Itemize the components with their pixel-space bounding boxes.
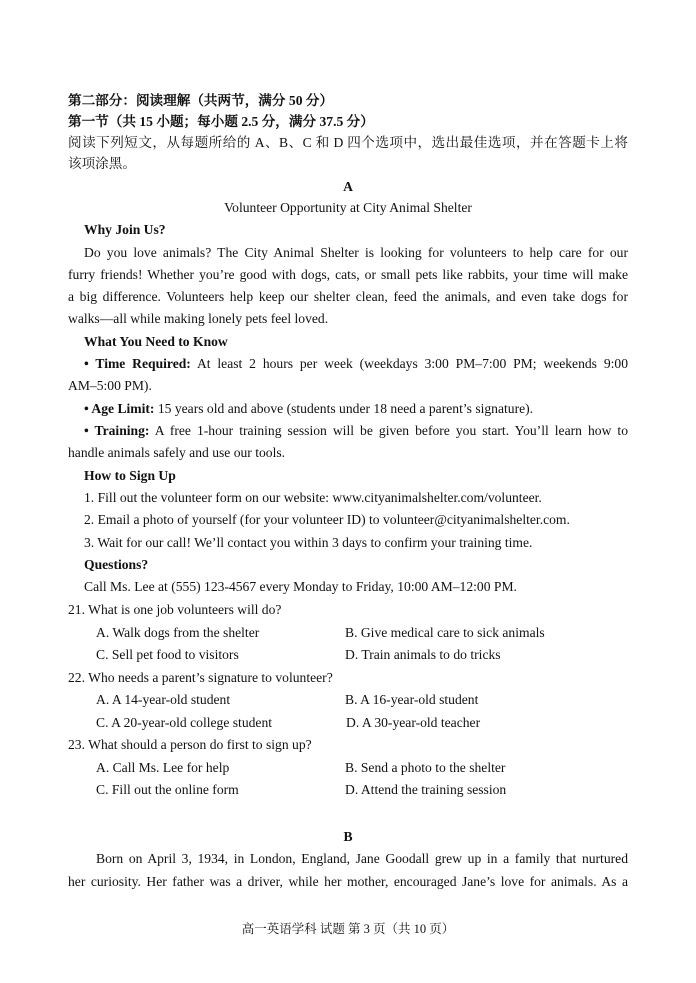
question-21-option-c[interactable]: C. Sell pet food to visitors — [96, 647, 239, 662]
training-line-2: handle animals safely and use our tools. — [68, 445, 286, 460]
question-21-options-row-1 — [96, 624, 628, 642]
why-line-3: a big difference. Volunteers help keep our shelter clean, feed the animals, and even take dogs for — [68, 289, 628, 304]
time-required-text: At least 2 hours per week (weekdays 3:00 PM–7:00 PM; weekends 9:00 — [190, 356, 628, 371]
training-line — [84, 422, 628, 440]
question-22-stem: 22. Who needs a parent’s signature to volunteer? — [68, 670, 333, 685]
passage-a-title: Volunteer Opportunity at City Animal Shelter — [224, 200, 472, 215]
time-required-line — [84, 355, 628, 373]
passage-b-line-2: her curiosity. Her father was a driver, while her mother, encouraged Jane’s love for animals. As a — [68, 874, 628, 889]
question-21-option-a[interactable]: A. Walk dogs from the shelter — [96, 625, 260, 640]
signup-step-3: 3. Wait for our call! We’ll contact you within 3 days to confirm your training time. — [84, 535, 533, 550]
passage-b-letter: B — [343, 829, 353, 844]
why-line-1: Do you love animals? The City Animal Shelter is looking for volunteers to help care for our — [84, 245, 628, 260]
question-23-option-b[interactable]: B. Send a photo to the shelter — [345, 760, 506, 775]
know-heading: What You Need to Know — [84, 334, 228, 349]
signup-heading: How to Sign Up — [84, 468, 176, 483]
age-limit-text: 15 years old and above (students under 18 need a parent’s signature). — [154, 401, 534, 416]
question-23-option-c[interactable]: C. Fill out the online form — [96, 782, 239, 797]
instructions-line-2: 该项涂黑。 — [68, 156, 136, 171]
training-label: • Training: — [84, 423, 150, 438]
why-line-4: walks—all while making lonely pets feel loved. — [68, 311, 329, 326]
question-23-option-d[interactable]: D. Attend the training session — [345, 782, 507, 797]
section-title: 第一节（共 15 小题；每小题 2.5 分，满分 37.5 分） — [68, 114, 374, 129]
question-21-stem: 21. What is one job volunteers will do? — [68, 602, 282, 617]
signup-step-1: 1. Fill out the volunteer form on our website: www.cityanimalshelter.com/volunteer. — [84, 490, 542, 505]
question-22-option-c[interactable]: C. A 20-year-old college student — [96, 715, 273, 730]
age-limit-line — [84, 400, 628, 418]
passage-b-line-1: Born on April 3, 1934, in London, England, Jane Goodall grew up in a family that nurtured — [96, 851, 628, 866]
question-23-option-a[interactable]: A. Call Ms. Lee for help — [96, 760, 230, 775]
questions-contact: Call Ms. Lee at (555) 123-4567 every Monday to Friday, 10:00 AM–12:00 PM. — [84, 579, 517, 594]
instructions-line-1: 阅读下列短文，从每题所给的 A、B、C 和 D 四个选项中，选出最佳选项，并在答题卡上将 — [68, 135, 628, 150]
question-21-option-d[interactable]: D. Train animals to do tricks — [345, 647, 501, 662]
question-22-option-a[interactable]: A. A 14-year-old student — [96, 692, 231, 707]
questions-heading: Questions? — [84, 557, 149, 572]
question-22-options-row-2 — [96, 714, 628, 732]
question-23-options-row-2 — [96, 781, 628, 799]
passage-a-letter: A — [343, 179, 353, 194]
time-required-label: • Time Required: — [84, 356, 191, 371]
training-text: A free 1-hour training session will be given before you start. You’ll learn how to — [149, 423, 628, 438]
time-required-line-2: AM–5:00 PM). — [68, 378, 152, 393]
question-23-stem: 23. What should a person do first to sign up? — [68, 737, 312, 752]
question-21-options-row-2 — [96, 646, 628, 664]
question-22-option-b[interactable]: B. A 16-year-old student — [345, 692, 479, 707]
signup-step-2: 2. Email a photo of yourself (for your volunteer ID) to volunteer@cityanimalshelter.com. — [84, 512, 570, 527]
question-21-option-b[interactable]: B. Give medical care to sick animals — [345, 625, 545, 640]
question-23-options-row-1 — [96, 759, 628, 777]
page-footer: 高一英语学科 试题 第 3 页（共 10 页） — [241, 922, 455, 936]
why-line-2: furry friends! Whether you’re good with dogs, cats, or small pets like rabbits, your time will make — [68, 267, 628, 282]
part-title: 第二部分：阅读理解（共两节，满分 50 分） — [68, 93, 334, 108]
question-22-option-d[interactable]: D. A 30-year-old teacher — [346, 715, 481, 730]
age-limit-label: • Age Limit: — [84, 401, 155, 416]
why-heading: Why Join Us? — [84, 222, 166, 237]
question-22-options-row-1 — [96, 691, 628, 709]
